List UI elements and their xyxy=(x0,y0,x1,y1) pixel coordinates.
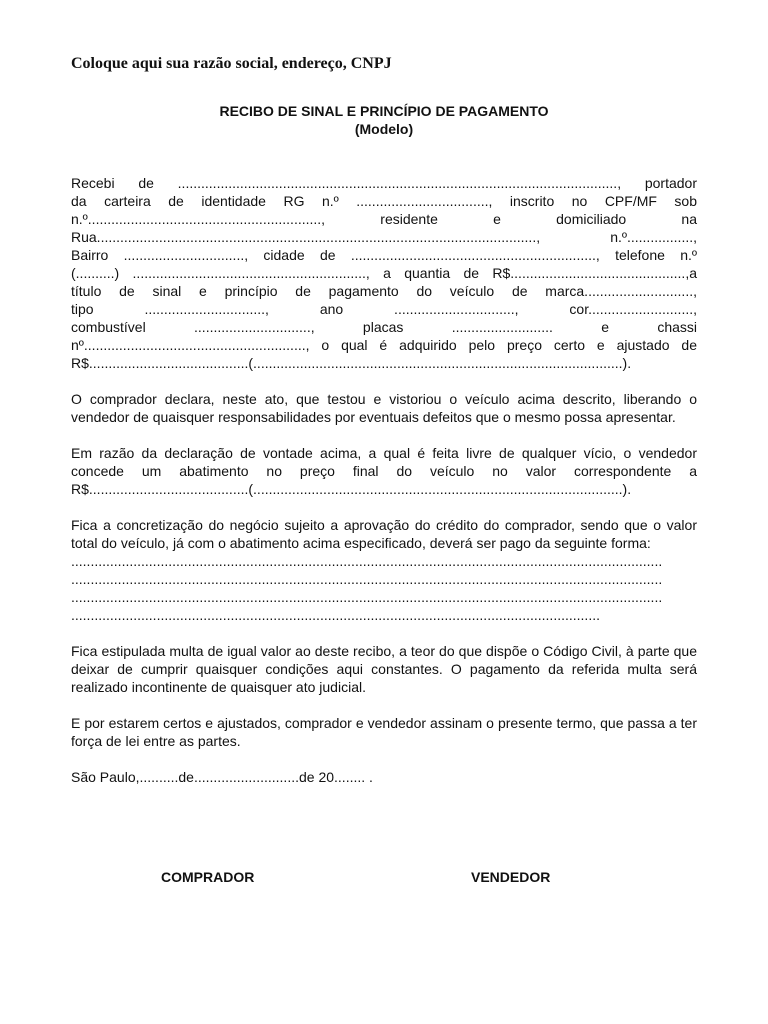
buyer-signature-label: COMPRADOR xyxy=(161,869,255,885)
receipt-line: R$.........................................(...............................................................................................). xyxy=(71,355,632,371)
seller-signature-label: VENDEDOR xyxy=(471,869,551,885)
receipt-line: combustível .............................., placas .......................... e chassi xyxy=(71,319,697,335)
discount-paragraph xyxy=(71,444,697,498)
credit-text: Fica a concretização do negócio sujeito a aprovação do crédito do comprador, sendo que o valor total do veículo, já com o abatimento acima especificado, deverá ser pago da seguinte forma: xyxy=(71,517,697,551)
payment-line: ........................................................................................................................................................ xyxy=(71,571,663,587)
discount-line: R$.........................................(...............................................................................................). xyxy=(71,481,632,497)
receipt-line: n.º............................................................, residente e domiciliado na xyxy=(71,211,697,227)
receipt-paragraph xyxy=(71,174,697,372)
date-line: São Paulo,..........de...........................de 20........ . xyxy=(71,769,373,785)
document-title: RECIBO DE SINAL E PRINCÍPIO DE PAGAMENTO xyxy=(219,103,549,119)
receipt-line: título de sinal e princípio de pagamento do veículo de marca............................, xyxy=(71,283,697,299)
buyer-declaration-paragraph: O comprador declara, neste ato, que testou e vistoriou o veículo acima descrito, liberando o vendedor de quaisquer responsabilidades por eventuais defeitos que o mesmo possa apresentar. xyxy=(71,391,697,425)
payment-line: ........................................................................................................................................................ xyxy=(71,589,663,605)
document-subtitle: (Modelo) xyxy=(354,121,414,137)
receipt-line: nº........................................................., o qual é adquirido pelo preço certo e ajustado de xyxy=(71,337,697,353)
discount-line: Em razão da declaração de vontade acima, a qual é feita livre de qualquer vício, o vendedor xyxy=(71,445,697,461)
receipt-line: Bairro ..............................., cidade de ..............................................................., telefone n.º xyxy=(71,247,697,263)
receipt-line: (..........) ............................................................, a quantia de R$.............................................,a xyxy=(71,265,697,281)
payment-line: ........................................................................................................................................ xyxy=(71,607,600,623)
credit-paragraph xyxy=(71,516,697,624)
company-placeholder: Coloque aqui sua razão social, endereço, CNPJ xyxy=(71,55,392,72)
document-body xyxy=(71,174,697,804)
penalty-paragraph: Fica estipulada multa de igual valor ao deste recibo, a teor do que dispõe o Código Civil, à parte que deixar de cumprir quaisquer condições aqui constantes. O pagamento da referida multa será realizado incontinente de quaisquer ato judicial. xyxy=(71,643,697,695)
receipt-line: Rua................................................................................................................., n.º................., xyxy=(71,229,697,245)
receipt-line: tipo ..............................., ano ..............................., cor..........................., xyxy=(71,301,697,317)
payment-line: ........................................................................................................................................................ xyxy=(71,553,663,569)
receipt-line: Recebi de ................................................................................................................., portador xyxy=(71,175,697,191)
receipt-line: da carteira de identidade RG n.º .................................., inscrito no CPF/MF sob xyxy=(71,193,697,209)
discount-line: concede um abatimento no preço final do veículo no valor correspondente a xyxy=(71,463,697,479)
agreement-paragraph: E por estarem certos e ajustados, comprador e vendedor assinam o presente termo, que passa a ter força de lei entre as partes. xyxy=(71,715,697,749)
